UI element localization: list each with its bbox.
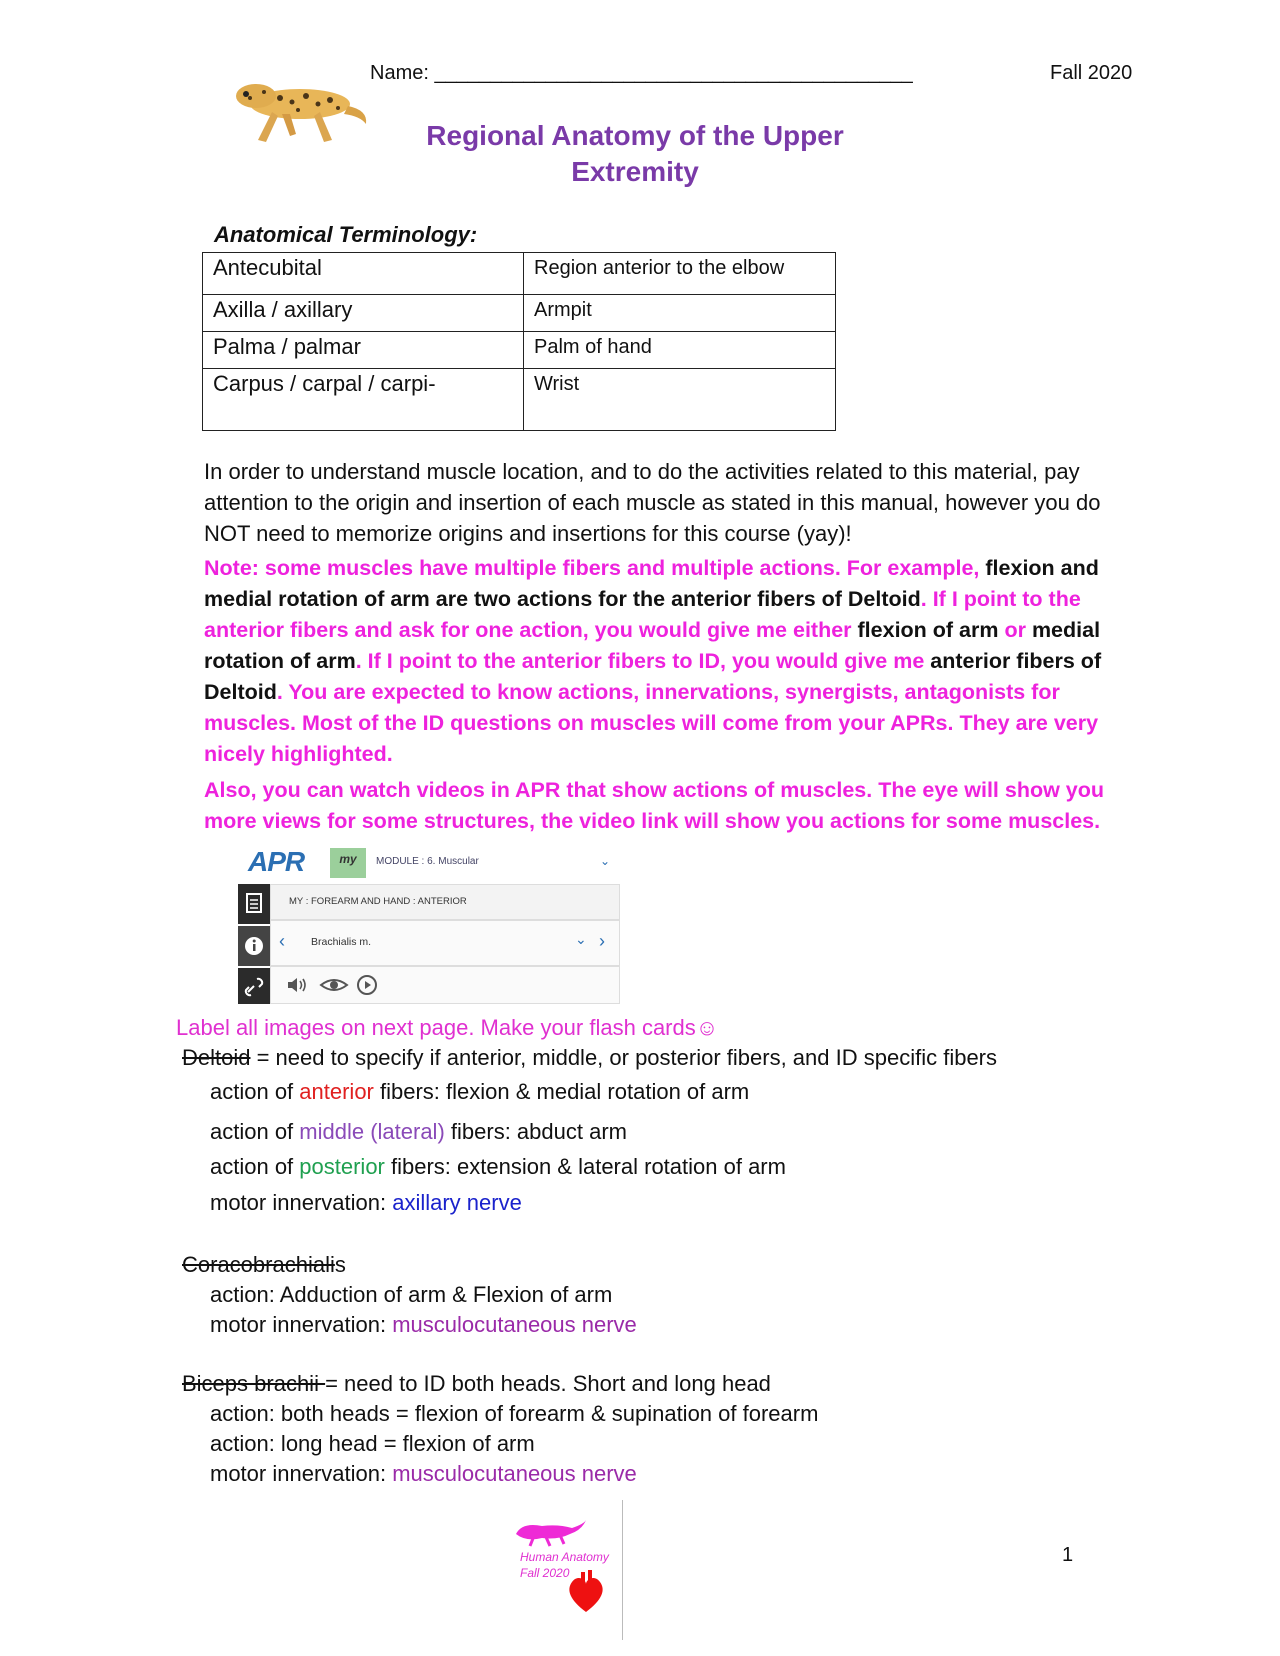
footer-logo-line-2: Fall 2020	[520, 1566, 570, 1580]
intro-paragraph: In order to understand muscle location, and to do the activities related to this material, pay attention to the origin and insertion of each muscle as stated in this manual, however you do NOT need to memorize origins and insertions for this course (yay)!	[204, 459, 1101, 546]
biceps-heading	[182, 1369, 771, 1399]
term-cell: Axilla / axillary	[203, 295, 524, 332]
apr-media-bar	[270, 966, 620, 1004]
title-line-1: Regional Anatomy of the Upper	[426, 120, 844, 151]
table-row	[203, 253, 836, 295]
muscle-name-tail: s	[334, 1252, 346, 1277]
note-paragraph	[204, 553, 1144, 770]
footer-divider	[622, 1500, 623, 1640]
nerve-name: axillary nerve	[392, 1190, 522, 1215]
play-video-icon[interactable]	[355, 973, 379, 997]
heart-icon	[566, 1568, 606, 1614]
meaning-cell: Palm of hand	[524, 332, 836, 369]
note-key-text: anterior fibers of Deltoid	[204, 649, 1102, 704]
fiber-name: anterior	[299, 1079, 374, 1104]
term-cell: Antecubital	[203, 253, 524, 295]
coracobrachialis-action: action: Adduction of arm & Flexion of arm	[210, 1282, 613, 1307]
apr-breadcrumb: MY : FOREARM AND HAND : ANTERIOR	[289, 896, 467, 907]
note-text: . If I point to the anterior fibers to ID, you would give me	[355, 649, 931, 673]
meaning-cell: Region anterior to the elbow	[524, 253, 836, 295]
table-row	[203, 295, 836, 332]
muscle-name: Coracobrachiali	[182, 1252, 335, 1277]
deltoid-action-posterior	[210, 1152, 786, 1182]
table-row	[203, 369, 836, 431]
table-row	[203, 332, 836, 369]
coracobrachialis-innervation	[210, 1310, 637, 1340]
note-text: . If I point to the anterior fibers and ask for one action, you would give me either	[204, 587, 1081, 642]
term-label: Fall 2020	[1050, 62, 1133, 84]
chevron-right-icon[interactable]: ›	[599, 931, 605, 951]
innervation-label: motor innervation:	[210, 1190, 393, 1215]
action-prefix: action of	[210, 1119, 300, 1144]
apr-logo: APR	[248, 846, 305, 877]
nerve-name: musculocutaneous nerve	[392, 1312, 637, 1337]
muscle-name: Deltoid	[182, 1045, 251, 1070]
label-instruction	[176, 1013, 718, 1043]
terminology-heading: Anatomical Terminology:	[214, 222, 478, 247]
clipboard-icon[interactable]	[238, 884, 270, 924]
page-number: 1	[1062, 1544, 1074, 1566]
info-icon[interactable]	[238, 926, 270, 966]
action-prefix: action of	[210, 1154, 300, 1179]
apr-my-tab[interactable]: my	[330, 848, 366, 878]
label-instruction-text: Label all images on next page. Make your flash cards	[176, 1015, 696, 1040]
sidebar-dark-cell	[238, 884, 270, 924]
sidebar-dark-cell	[238, 926, 270, 966]
chevron-left-icon[interactable]: ‹	[279, 931, 285, 951]
action-text: fibers: extension & lateral rotation of arm	[384, 1154, 786, 1179]
innervation-label: motor innervation:	[210, 1312, 393, 1337]
terminology-table	[202, 252, 836, 431]
note-key-text: flexion and medial rotation of arm are two actions for the anterior fibers of Deltoid	[204, 556, 1099, 611]
muscle-name: Biceps brachii	[182, 1371, 326, 1396]
innervation-label: motor innervation:	[210, 1461, 393, 1486]
smiley-icon: ☺	[695, 1015, 719, 1040]
biceps-action-both: action: both heads = flexion of forearm & supination of forearm	[210, 1401, 819, 1426]
eye-icon[interactable]	[319, 975, 349, 995]
action-prefix: action of	[210, 1079, 300, 1104]
apr-module-select[interactable]: MODULE : 6. Muscular	[376, 856, 479, 867]
title-line-2: Extremity	[571, 156, 699, 187]
nerve-name: musculocutaneous nerve	[392, 1461, 637, 1486]
audio-icon[interactable]	[285, 975, 313, 995]
note-text: . You are expected to know actions, innervations, synergists, antagonists for muscles. Most of the ID questions on muscles will come from your APRs. They are very nicely highlighted.	[204, 680, 1099, 766]
name-field-label: Name: ___________________________________________	[370, 62, 913, 84]
deltoid-action-middle	[210, 1117, 627, 1147]
action-text: fibers: abduct arm	[444, 1119, 627, 1144]
chevron-down-icon[interactable]: ⌄	[600, 854, 611, 868]
deltoid-innervation	[210, 1188, 522, 1218]
apr-breadcrumb-bar	[270, 884, 620, 920]
meaning-cell: Armpit	[524, 295, 836, 332]
term-cell: Carpus / carpal / carpi-	[203, 369, 524, 431]
fiber-name: posterior	[299, 1154, 385, 1179]
note-text: Note: some muscles have multiple fibers and multiple actions. For example,	[204, 556, 986, 580]
note-key-text: flexion of arm	[857, 618, 999, 642]
muscle-description: = need to specify if anterior, middle, or posterior fibers, and ID specific fibers	[250, 1045, 998, 1070]
lizard-logo-icon	[512, 1516, 588, 1548]
page-title	[330, 118, 940, 190]
fiber-name: middle (lateral)	[299, 1119, 445, 1144]
biceps-innervation	[210, 1459, 637, 1489]
video-note-paragraph: Also, you can watch videos in APR that show actions of muscles. The eye will show you more views for some structures, the video link will show you actions for some muscles.	[204, 778, 1105, 833]
sidebar-dark-cell	[238, 968, 270, 1004]
apr-widget	[238, 846, 618, 1004]
apr-structure-bar	[270, 920, 620, 966]
action-text: fibers: flexion & medial rotation of arm	[373, 1079, 750, 1104]
chevron-down-icon[interactable]: ⌄	[575, 931, 587, 947]
deltoid-heading	[182, 1043, 997, 1073]
note-key-text: medial rotation of arm	[204, 618, 1101, 673]
footer-logo-line-1: Human Anatomy	[520, 1550, 609, 1564]
muscle-description: = need to ID both heads. Short and long head	[325, 1371, 771, 1396]
deltoid-action-anterior	[210, 1077, 749, 1107]
coracobrachialis-heading	[182, 1250, 346, 1280]
meaning-cell: Wrist	[524, 369, 836, 431]
link-icon[interactable]	[238, 968, 270, 1004]
note-text: or	[998, 618, 1032, 642]
term-cell: Palma / palmar	[203, 332, 524, 369]
apr-structure-select[interactable]: Brachialis m.	[311, 936, 372, 948]
biceps-action-long: action: long head = flexion of arm	[210, 1431, 535, 1456]
